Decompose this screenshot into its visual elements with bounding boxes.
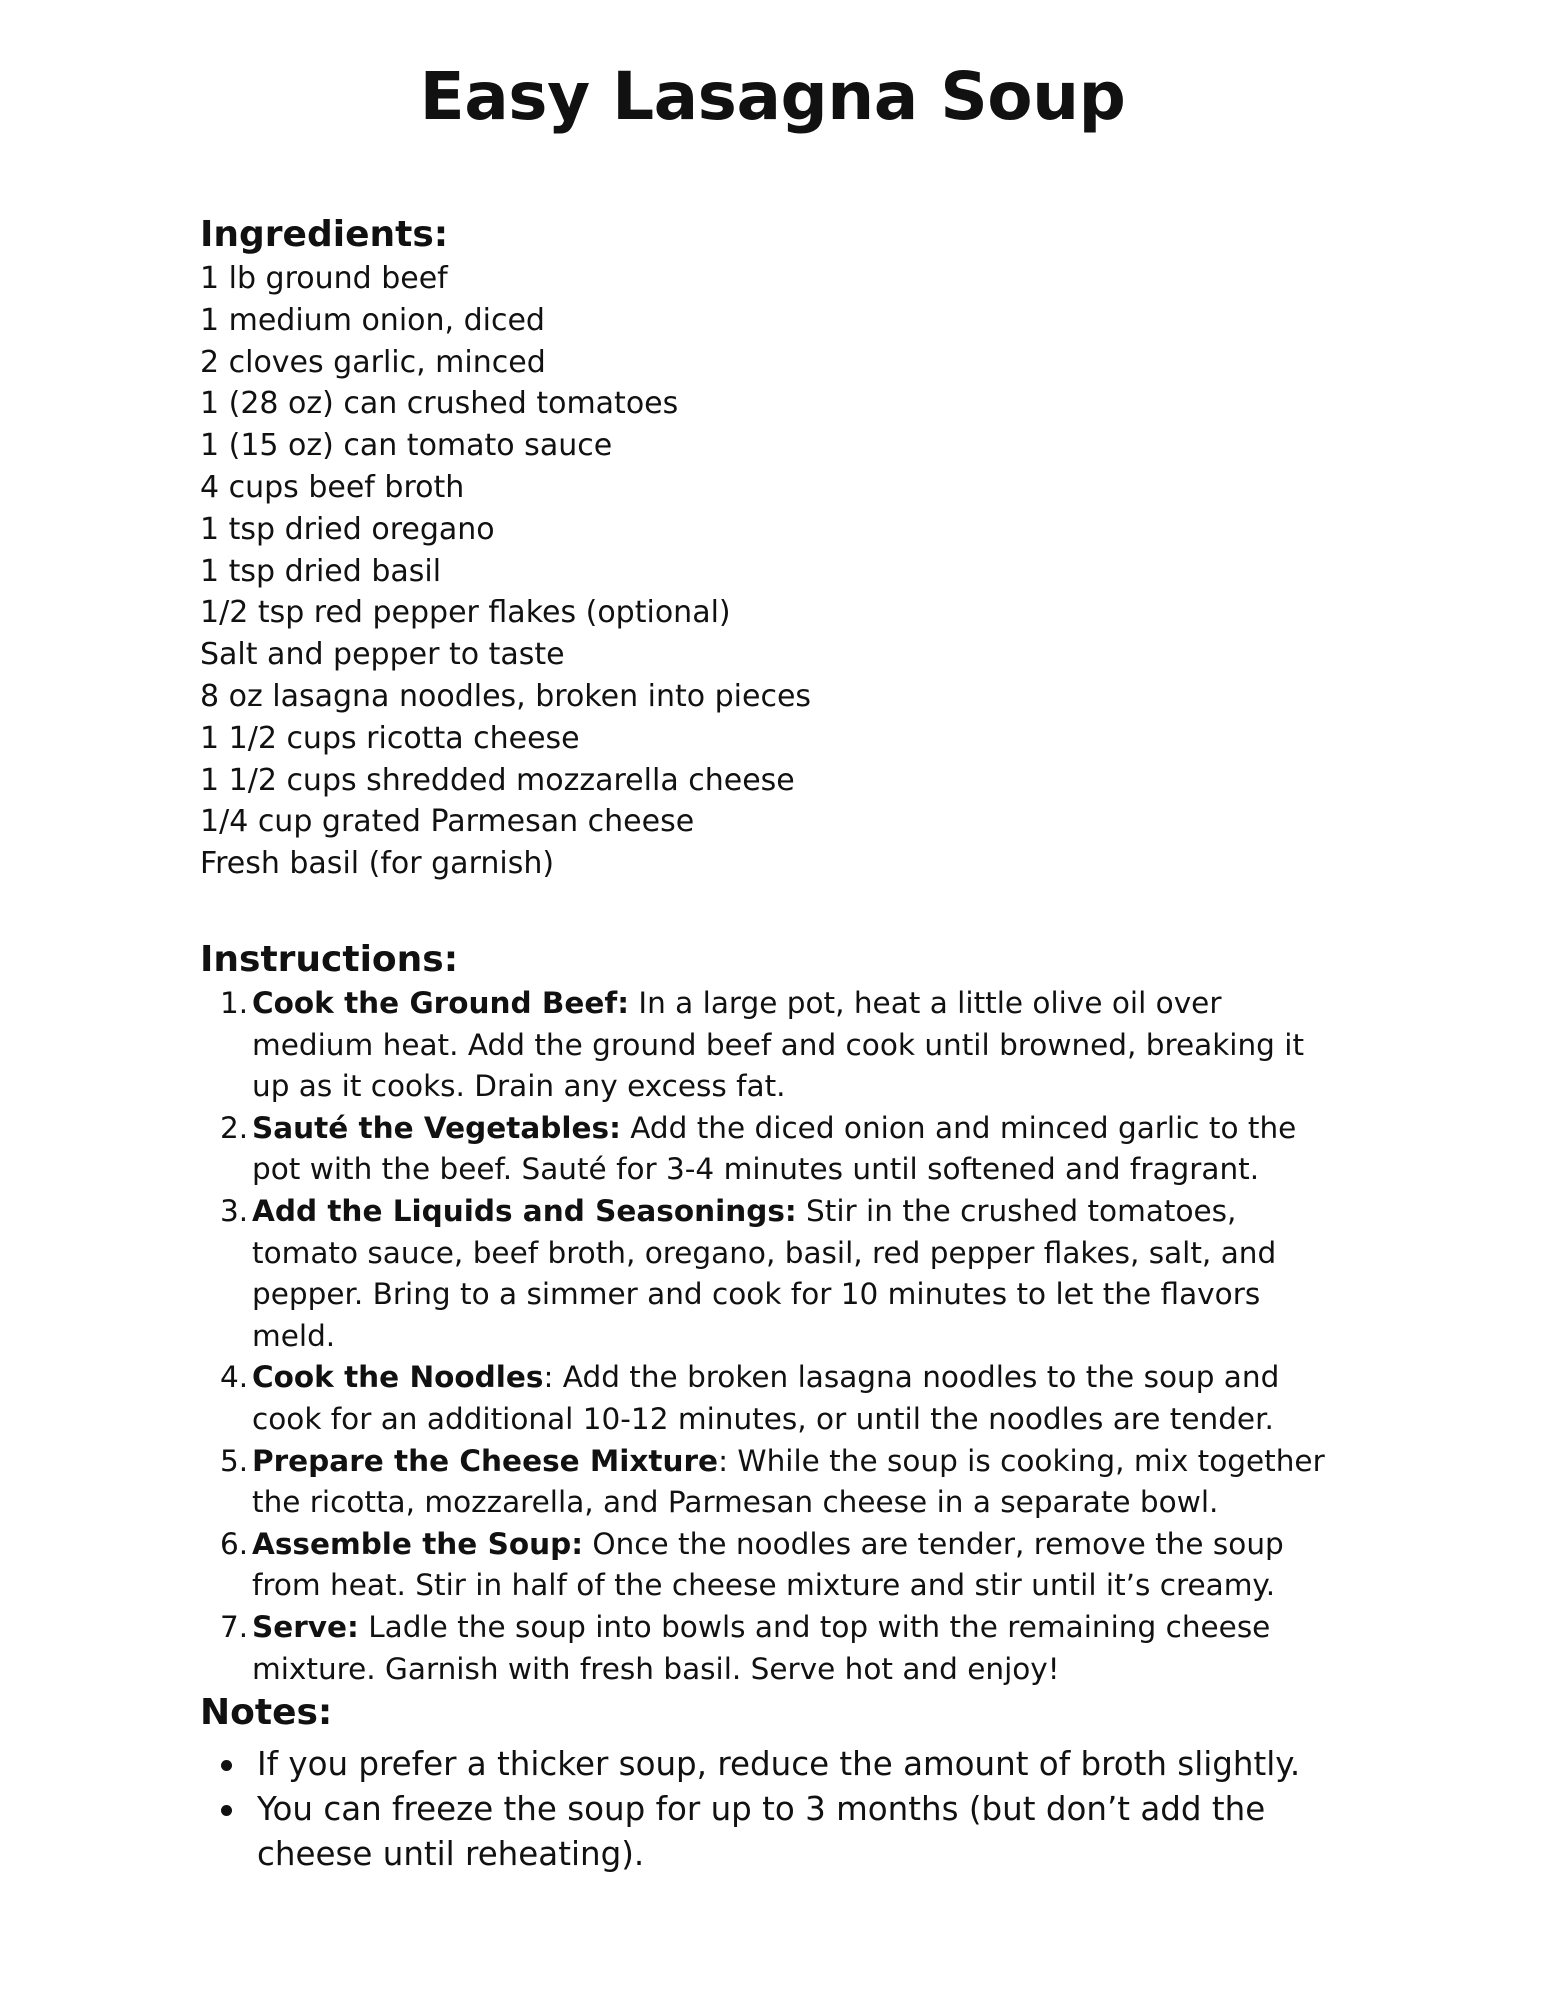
step-number: 4. <box>220 1360 249 1395</box>
note-item <box>200 1742 1350 1787</box>
notes-heading: Notes: <box>200 1692 333 1733</box>
ingredient-item: 2 cloves garlic, minced <box>200 344 546 380</box>
note-text: You can freeze the soup for up to 3 months (but don’t add the cheese until reheating). <box>257 1790 1266 1873</box>
ingredient-item: 4 cups beef broth <box>200 469 465 505</box>
ingredient-item: 1 (15 oz) can tomato sauce <box>200 428 613 464</box>
step-number: 2. <box>220 1110 249 1145</box>
ingredients-section <box>200 212 1350 885</box>
ingredient-item: 8 oz lasagna noodles, broken into pieces <box>200 678 812 714</box>
step-text: Ladle the soup into bowls and top with the remaining cheese mixture. Garnish with fresh basil. Serve hot and enjoy! <box>252 1609 1271 1686</box>
instruction-step <box>200 1191 1350 1357</box>
step-number: 6. <box>220 1526 249 1561</box>
ingredient-item: 1/2 tsp red pepper flakes (optional) <box>200 595 731 631</box>
step-text: In a large pot, heat a little olive oil over medium heat. Add the ground beef and cook until browned, breaking it up as it cooks. Drain any excess fat. <box>252 986 1305 1104</box>
instructions-heading: Instructions: <box>200 939 459 980</box>
step-title: Assemble the Soup: <box>252 1526 584 1561</box>
instruction-step <box>200 1357 1350 1440</box>
bullet-icon <box>221 1760 232 1771</box>
bullet-icon <box>221 1805 232 1816</box>
step-text: Once the noodles are tender, remove the soup from heat. Stir in half of the cheese mixture and stir until it’s creamy. <box>252 1526 1284 1603</box>
step-title: Sauté the Vegetables: <box>252 1110 621 1145</box>
note-text: If you prefer a thicker soup, reduce the amount of broth slightly. <box>257 1745 1301 1783</box>
step-text: : While the soup is cooking, mix together the ricotta, mozzarella, and Parmesan cheese in a separate bowl. <box>252 1443 1325 1520</box>
instruction-step <box>200 1607 1350 1690</box>
step-number: 5. <box>220 1443 249 1478</box>
instructions-section <box>200 937 1350 1690</box>
step-title: Add the Liquids and Seasonings: <box>252 1193 797 1228</box>
instruction-step <box>200 983 1350 1108</box>
step-number: 7. <box>220 1609 249 1644</box>
ingredient-item: 1 tsp dried oregano <box>200 511 495 547</box>
instruction-step <box>200 1441 1350 1524</box>
page-title: Easy Lasagna Soup <box>419 58 1126 135</box>
step-number: 1. <box>220 986 249 1020</box>
instruction-step <box>200 1524 1350 1607</box>
ingredient-item: 1 medium onion, diced <box>200 302 545 338</box>
ingredient-item: 1 lb ground beef <box>200 261 448 296</box>
ingredient-item: Fresh basil (for garnish) <box>200 846 555 882</box>
ingredients-list <box>200 258 1350 885</box>
step-text: : Add the broken lasagna noodles to the soup and cook for an additional 10-12 minutes, or until the noodles are tender. <box>252 1360 1280 1436</box>
ingredient-item: 1 tsp dried basil <box>200 553 442 589</box>
notes-list <box>200 1742 1350 1877</box>
step-title: Serve: <box>252 1609 359 1644</box>
note-item <box>200 1787 1350 1877</box>
step-text: Stir in the crushed tomatoes, tomato sauce, beef broth, oregano, basil, red pepper flakes, salt, and pepper. Bring to a simmer and cook for 10 minutes to let the flavors meld. <box>252 1193 1277 1353</box>
ingredient-item: 1/4 cup grated Parmesan cheese <box>200 804 695 840</box>
ingredient-item: Salt and pepper to taste <box>200 637 565 673</box>
step-number: 3. <box>220 1193 249 1228</box>
ingredient-item: 1 1/2 cups shredded mozzarella cheese <box>200 762 795 798</box>
ingredient-item: 1 1/2 cups ricotta cheese <box>200 720 580 756</box>
step-title: Prepare the Cheese Mixture <box>252 1443 719 1478</box>
notes-section <box>200 1690 1350 1877</box>
ingredients-heading: Ingredients: <box>200 214 449 255</box>
instructions-list <box>200 983 1350 1690</box>
step-text: Add the diced onion and minced garlic to the pot with the beef. Sauté for 3-4 minutes until softened and fragrant. <box>252 1110 1297 1187</box>
step-title: Cook the Ground Beef: <box>252 986 630 1020</box>
step-title: Cook the Noodles <box>252 1360 544 1395</box>
ingredient-item: 1 (28 oz) can crushed tomatoes <box>200 386 679 422</box>
instruction-step <box>200 1108 1350 1191</box>
